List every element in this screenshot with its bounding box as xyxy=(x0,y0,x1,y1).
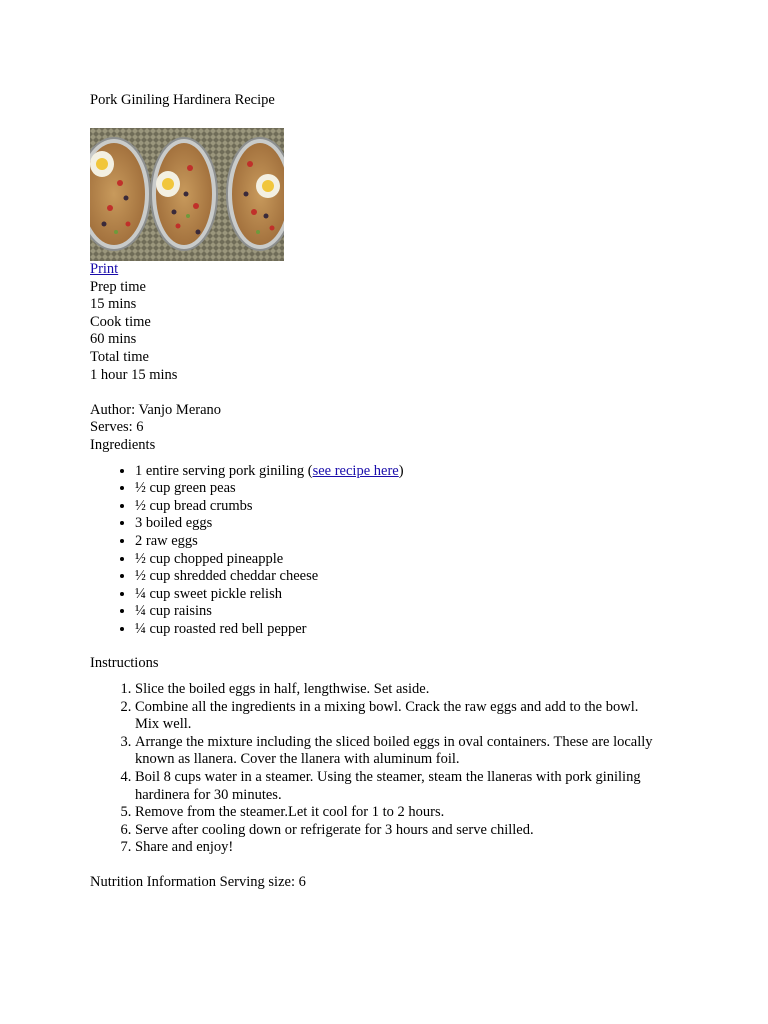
ingredients-heading: Ingredients xyxy=(90,436,156,453)
instructions-heading: Instructions xyxy=(90,655,159,672)
time-info xyxy=(90,279,690,385)
cook-time-value: 60 mins xyxy=(90,331,137,348)
recipe-title: Pork Giniling Hardinera Recipe xyxy=(90,92,275,108)
ingredients-list xyxy=(90,463,690,639)
recipe-page xyxy=(90,92,690,892)
list-item: 4. Boil 8 cups water in a steamer. Using the steamer, steam the llaneras with pork giniling hardinera for 30 minutes. xyxy=(135,769,665,804)
list-item: • ¼ cup roasted red bell pepper xyxy=(135,621,690,639)
list-item: 6. Serve after cooling down or refrigerate for 3 hours and serve chilled. xyxy=(135,822,665,840)
list-item: • 1 entire serving pork giniling (see recipe here) xyxy=(135,463,690,481)
recipe-photo xyxy=(90,128,284,261)
see-recipe-link[interactable]: see recipe here xyxy=(312,462,399,479)
serves-line: Serves: 6 xyxy=(90,419,144,436)
list-item: • 2 raw eggs xyxy=(135,533,690,551)
list-item: • ½ cup green peas xyxy=(135,480,690,498)
list-item: • ¼ cup sweet pickle relish xyxy=(135,586,690,604)
list-item: • ½ cup shredded cheddar cheese xyxy=(135,568,690,586)
list-item: • 3 boiled eggs xyxy=(135,515,690,533)
list-item: 1. Slice the boiled eggs in half, lengthwise. Set aside. xyxy=(135,681,665,699)
list-item: • ¼ cup raisins xyxy=(135,603,690,621)
cook-time-label: Cook time xyxy=(90,313,151,330)
list-item: • ½ cup bread crumbs xyxy=(135,498,690,516)
author-line: Author: Vanjo Merano xyxy=(90,401,222,418)
list-item: 2. Combine all the ingredients in a mixing bowl. Crack the raw eggs and add to the bowl. Mix well. xyxy=(135,699,665,734)
instructions-list xyxy=(90,681,665,857)
print-link[interactable]: Print xyxy=(90,261,119,277)
list-item: • ½ cup chopped pineapple xyxy=(135,551,690,569)
prep-time-value: 15 mins xyxy=(90,296,137,313)
nutrition-info: Nutrition Information Serving size: 6 xyxy=(90,874,306,890)
list-item: 5. Remove from the steamer.Let it cool for 1 to 2 hours. xyxy=(135,804,665,822)
list-item: 3. Arrange the mixture including the sliced boiled eggs in oval containers. These are locally known as llanera. Cover the llanera with aluminum foil. xyxy=(135,734,665,769)
total-time-value: 1 hour 15 mins xyxy=(90,366,178,383)
total-time-label: Total time xyxy=(90,348,149,365)
list-item: 7. Share and enjoy! xyxy=(135,839,665,857)
prep-time-label: Prep time xyxy=(90,278,146,295)
